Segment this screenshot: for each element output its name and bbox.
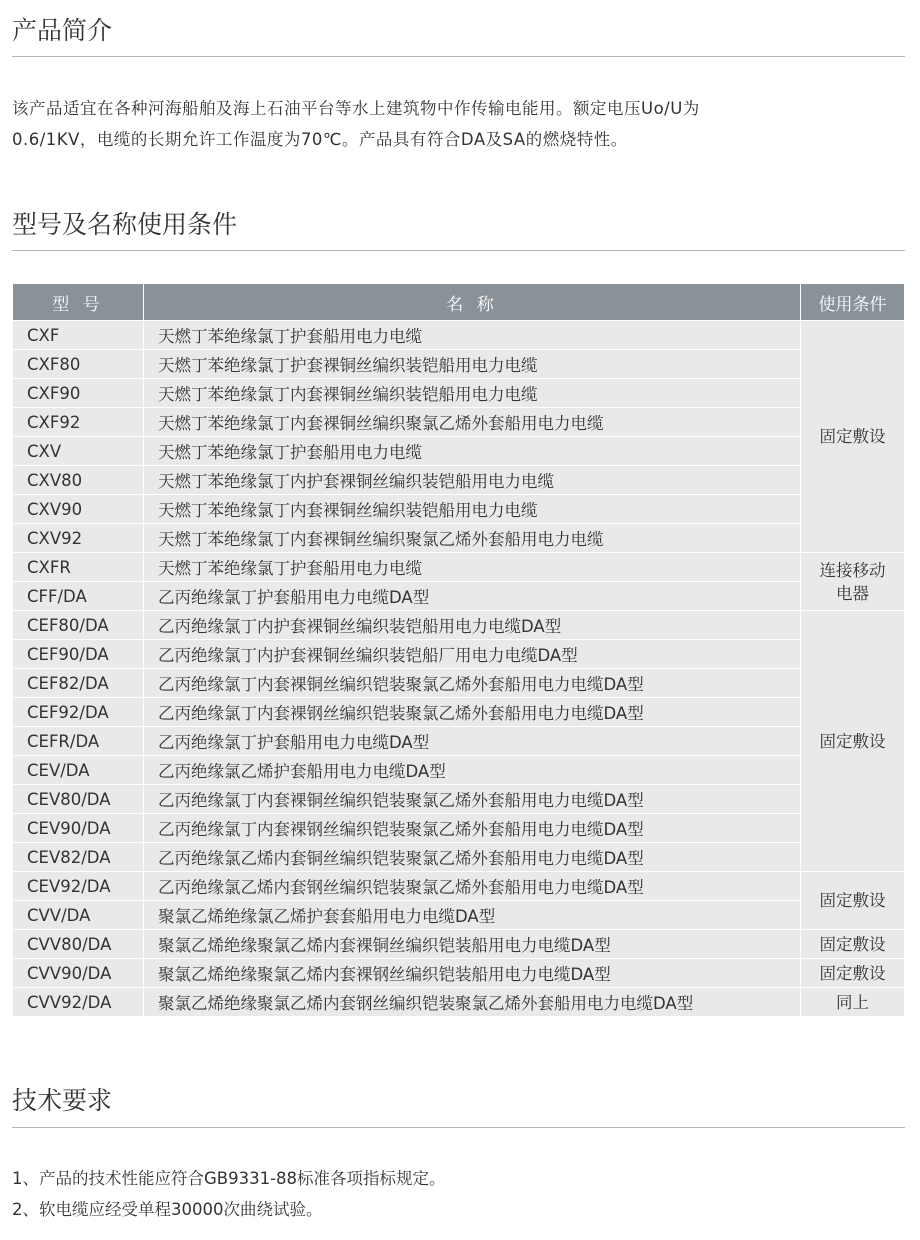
name-cell: 天燃丁苯绝缘氯丁内护套裸铜丝编织装铠船用电力电缆 [144, 466, 801, 495]
table-row [13, 495, 905, 524]
tech-divider [12, 1127, 905, 1128]
table-row [13, 698, 905, 727]
condition-cell [801, 611, 905, 872]
condition-text: 固定敷设 [819, 427, 886, 446]
condition-cell [801, 959, 905, 988]
header-model: 型 号 [13, 284, 144, 321]
table-row [13, 959, 905, 988]
table-row [13, 843, 905, 872]
name-cell: 天燃丁苯绝缘氯丁内套裸铜丝编织聚氯乙烯外套船用电力电缆 [144, 524, 801, 553]
name-cell: 聚氯乙烯绝缘氯乙烯护套套船用电力电缆DA型 [144, 901, 801, 930]
name-cell: 天燃丁苯绝缘氯丁护套裸铜丝编织装铠船用电力电缆 [144, 350, 801, 379]
intro-text [12, 93, 908, 155]
table-row [13, 727, 905, 756]
table-row [13, 408, 905, 437]
condition-text: 连接移动电器 [819, 560, 886, 603]
header-name: 名 称 [144, 284, 801, 321]
model-cell: CEV80/DA [13, 785, 144, 814]
name-cell: 乙丙绝缘氯丁内护套裸铜丝编织装铠船用电力电缆DA型 [144, 611, 801, 640]
table-row [13, 524, 905, 553]
intro-heading: 产品简介 [12, 16, 113, 45]
table-row [13, 321, 905, 350]
name-cell: 天燃丁苯绝缘氯丁内套裸铜丝编织装铠船用电力电缆 [144, 379, 801, 408]
name-cell: 天燃丁苯绝缘氯丁护套船用电力电缆 [144, 553, 801, 582]
condition-cell [801, 553, 905, 611]
model-cell: CXFR [13, 553, 144, 582]
name-cell: 乙丙绝缘氯丁内套裸铜丝编织铠装聚氯乙烯外套船用电力电缆DA型 [144, 669, 801, 698]
table-row [13, 611, 905, 640]
header-condition: 使用条件 [801, 284, 905, 321]
model-cell: CEFR/DA [13, 727, 144, 756]
table-row [13, 872, 905, 901]
intro-line-2: 0.6/1KV，电缆的长期允许工作温度为70℃。产品具有符合DA及SA的燃烧特性。 [12, 130, 628, 149]
tech-heading: 技术要求 [12, 1086, 113, 1115]
model-cell: CXV90 [13, 495, 144, 524]
name-cell: 聚氯乙烯绝缘聚氯乙烯内套裸铜丝编织铠装船用电力电缆DA型 [144, 930, 801, 959]
name-cell: 乙丙绝缘氯丁护套船用电力电缆DA型 [144, 727, 801, 756]
condition-cell [801, 988, 905, 1017]
model-cell: CXV [13, 437, 144, 466]
model-cell: CEV/DA [13, 756, 144, 785]
table-row [13, 437, 905, 466]
model-cell: CVV90/DA [13, 959, 144, 988]
models-heading: 型号及名称使用条件 [12, 210, 238, 239]
name-cell: 聚氯乙烯绝缘聚氯乙烯内套裸钢丝编织铠装船用电力电缆DA型 [144, 959, 801, 988]
model-cell: CXV92 [13, 524, 144, 553]
model-cell: CEF90/DA [13, 640, 144, 669]
table-row [13, 901, 905, 930]
models-divider [12, 250, 905, 251]
table-body [13, 321, 905, 1017]
model-table [12, 283, 905, 1017]
table-row [13, 466, 905, 495]
model-cell: CVV80/DA [13, 930, 144, 959]
model-cell: CXF90 [13, 379, 144, 408]
name-cell: 乙丙绝缘氯丁护套船用电力电缆DA型 [144, 582, 801, 611]
intro-line-1: 该产品适宜在各种河海船舶及海上石油平台等水上建筑物中作传输电能用。额定电压Uo/U为 [12, 99, 700, 118]
table-row [13, 640, 905, 669]
model-cell: CXF92 [13, 408, 144, 437]
name-cell: 乙丙绝缘氯丁内套裸铜丝编织铠装聚氯乙烯外套船用电力电缆DA型 [144, 785, 801, 814]
table-row [13, 756, 905, 785]
tech-requirements [12, 1163, 908, 1225]
table-row [13, 379, 905, 408]
condition-text: 同上 [836, 992, 869, 1012]
name-cell: 乙丙绝缘氯丁内套裸钢丝编织铠装聚氯乙烯外套船用电力电缆DA型 [144, 814, 801, 843]
condition-text: 固定敷设 [819, 731, 886, 751]
table-row [13, 785, 905, 814]
name-cell: 天燃丁苯绝缘氯丁护套船用电力电缆 [144, 321, 801, 350]
condition-text: 固定敷设 [819, 934, 886, 954]
name-cell: 天燃丁苯绝缘氯丁内套裸铜丝编织聚氯乙烯外套船用电力电缆 [144, 408, 801, 437]
table-row [13, 988, 905, 1017]
name-cell: 聚氯乙烯绝缘聚氯乙烯内套钢丝编织铠装聚氯乙烯外套船用电力电缆DA型 [144, 988, 801, 1017]
model-cell: CVV/DA [13, 901, 144, 930]
model-cell: CEF82/DA [13, 669, 144, 698]
name-cell: 天燃丁苯绝缘氯丁护套船用电力电缆 [144, 437, 801, 466]
name-cell: 乙丙绝缘氯乙烯护套船用电力电缆DA型 [144, 756, 801, 785]
name-cell: 乙丙绝缘氯丁内护套裸铜丝编织装铠船厂用电力电缆DA型 [144, 640, 801, 669]
table-row [13, 814, 905, 843]
model-cell: CEF80/DA [13, 611, 144, 640]
name-cell: 乙丙绝缘氯乙烯内套铜丝编织铠装聚氯乙烯外套船用电力电缆DA型 [144, 843, 801, 872]
table-row [13, 582, 905, 611]
model-cell: CFF/DA [13, 582, 144, 611]
name-cell: 乙丙绝缘氯丁内套裸钢丝编织铠装聚氯乙烯外套船用电力电缆DA型 [144, 698, 801, 727]
model-cell: CXF [13, 321, 144, 350]
condition-text: 固定敷设 [819, 963, 886, 983]
condition-cell [801, 321, 905, 553]
model-cell: CEV90/DA [13, 814, 144, 843]
table-row [13, 553, 905, 582]
condition-cell [801, 930, 905, 959]
model-cell: CEV92/DA [13, 872, 144, 901]
model-cell: CVV92/DA [13, 988, 144, 1017]
model-cell: CXF80 [13, 350, 144, 379]
table-header-row [13, 284, 905, 321]
tech-item-1: 1、产品的技术性能应符合GB9331-88标准各项指标规定。 [12, 1169, 446, 1188]
name-cell: 乙丙绝缘氯乙烯内套钢丝编织铠装聚氯乙烯外套船用电力电缆DA型 [144, 872, 801, 901]
model-cell: CEF92/DA [13, 698, 144, 727]
table-row [13, 350, 905, 379]
table-row [13, 669, 905, 698]
condition-cell [801, 872, 905, 930]
condition-text: 固定敷设 [819, 891, 886, 910]
intro-divider [12, 56, 905, 57]
model-cell: CEV82/DA [13, 843, 144, 872]
tech-item-2: 2、软电缆应经受单程30000次曲绕试验。 [12, 1200, 323, 1219]
name-cell: 天燃丁苯绝缘氯丁内套裸铜丝编织装铠船用电力电缆 [144, 495, 801, 524]
model-cell: CXV80 [13, 466, 144, 495]
table-row [13, 930, 905, 959]
